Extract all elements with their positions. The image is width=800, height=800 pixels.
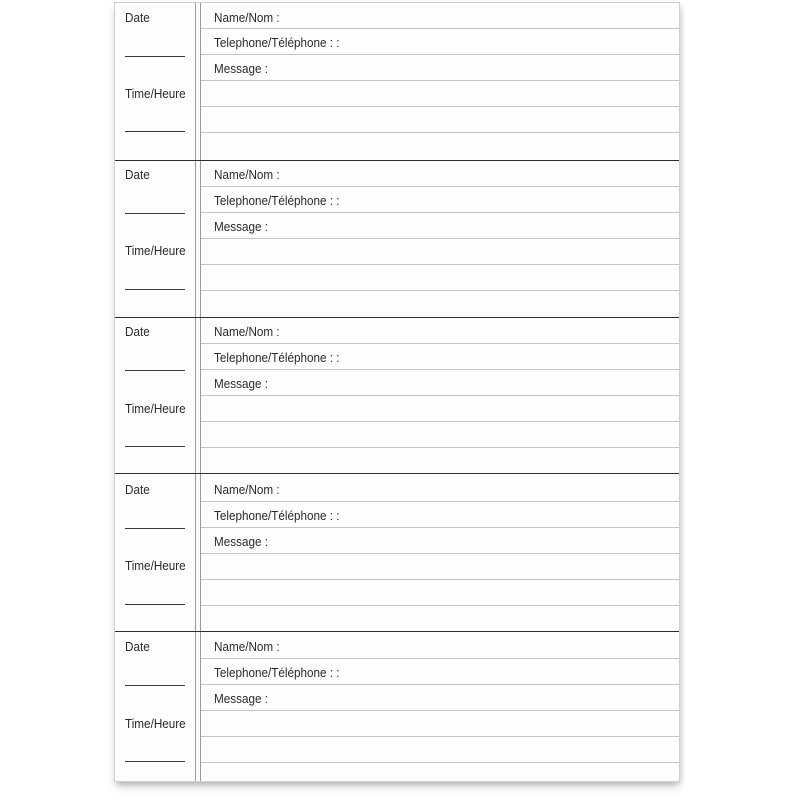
- message-line[interactable]: [201, 290, 679, 291]
- message-record: [115, 3, 679, 160]
- telephone-line[interactable]: [201, 212, 679, 213]
- date-label: Date: [125, 639, 150, 654]
- telephone-label: Telephone/Téléphone : :: [214, 350, 340, 365]
- message-line[interactable]: [201, 80, 679, 81]
- message-label: Message :: [214, 219, 268, 234]
- time-blank-line[interactable]: [125, 761, 185, 762]
- message-line[interactable]: [201, 132, 679, 133]
- telephone-line[interactable]: [201, 369, 679, 370]
- telephone-line[interactable]: [201, 54, 679, 55]
- name-line[interactable]: [201, 658, 679, 659]
- message-label: Message :: [214, 61, 268, 76]
- message-line[interactable]: [201, 579, 679, 580]
- message-line[interactable]: [201, 762, 679, 763]
- telephone-label: Telephone/Téléphone : :: [214, 508, 340, 523]
- message-record: [115, 160, 679, 317]
- message-label: Message :: [214, 534, 268, 549]
- date-label: Date: [125, 10, 150, 25]
- message-line[interactable]: [201, 238, 679, 239]
- telephone-label: Telephone/Téléphone : :: [214, 193, 340, 208]
- name-line[interactable]: [201, 343, 679, 344]
- date-blank-line[interactable]: [125, 685, 185, 686]
- message-line[interactable]: [201, 421, 679, 422]
- time-label: Time/Heure: [125, 558, 186, 573]
- message-record: [115, 631, 679, 781]
- column-divider: [200, 3, 201, 160]
- column-divider: [200, 161, 201, 317]
- date-label: Date: [125, 482, 150, 497]
- name-line[interactable]: [201, 186, 679, 187]
- message-line[interactable]: [201, 106, 679, 107]
- time-blank-line[interactable]: [125, 289, 185, 290]
- time-blank-line[interactable]: [125, 446, 185, 447]
- date-blank-line[interactable]: [125, 528, 185, 529]
- name-line[interactable]: [201, 28, 679, 29]
- telephone-label: Telephone/Téléphone : :: [214, 35, 340, 50]
- telephone-line[interactable]: [201, 527, 679, 528]
- time-label: Time/Heure: [125, 86, 186, 101]
- date-time-column: [115, 318, 195, 473]
- date-time-column: [115, 632, 195, 781]
- name-label: Name/Nom :: [214, 167, 280, 182]
- date-time-column: [115, 3, 195, 160]
- column-divider: [195, 474, 196, 631]
- date-blank-line[interactable]: [125, 370, 185, 371]
- date-time-column: [115, 161, 195, 317]
- message-line[interactable]: [201, 553, 679, 554]
- column-divider: [195, 318, 196, 473]
- time-label: Time/Heure: [125, 243, 186, 258]
- telephone-line[interactable]: [201, 684, 679, 685]
- name-label: Name/Nom :: [214, 639, 280, 654]
- date-blank-line[interactable]: [125, 56, 185, 57]
- message-label: Message :: [214, 376, 268, 391]
- message-record: [115, 473, 679, 631]
- name-line[interactable]: [201, 501, 679, 502]
- message-record: [115, 317, 679, 473]
- message-pad: [114, 2, 680, 782]
- column-divider: [195, 632, 196, 781]
- name-label: Name/Nom :: [214, 10, 280, 25]
- message-line[interactable]: [201, 264, 679, 265]
- message-line[interactable]: [201, 605, 679, 606]
- column-divider: [195, 3, 196, 160]
- column-divider: [195, 161, 196, 317]
- message-line[interactable]: [201, 447, 679, 448]
- message-line[interactable]: [201, 395, 679, 396]
- telephone-label: Telephone/Téléphone : :: [214, 665, 340, 680]
- date-time-column: [115, 474, 195, 631]
- date-blank-line[interactable]: [125, 213, 185, 214]
- time-blank-line[interactable]: [125, 604, 185, 605]
- name-label: Name/Nom :: [214, 482, 280, 497]
- column-divider: [200, 632, 201, 781]
- message-line[interactable]: [201, 736, 679, 737]
- date-label: Date: [125, 167, 150, 182]
- time-blank-line[interactable]: [125, 131, 185, 132]
- date-label: Date: [125, 324, 150, 339]
- message-line[interactable]: [201, 710, 679, 711]
- time-label: Time/Heure: [125, 401, 186, 416]
- message-label: Message :: [214, 691, 268, 706]
- name-label: Name/Nom :: [214, 324, 280, 339]
- time-label: Time/Heure: [125, 716, 186, 731]
